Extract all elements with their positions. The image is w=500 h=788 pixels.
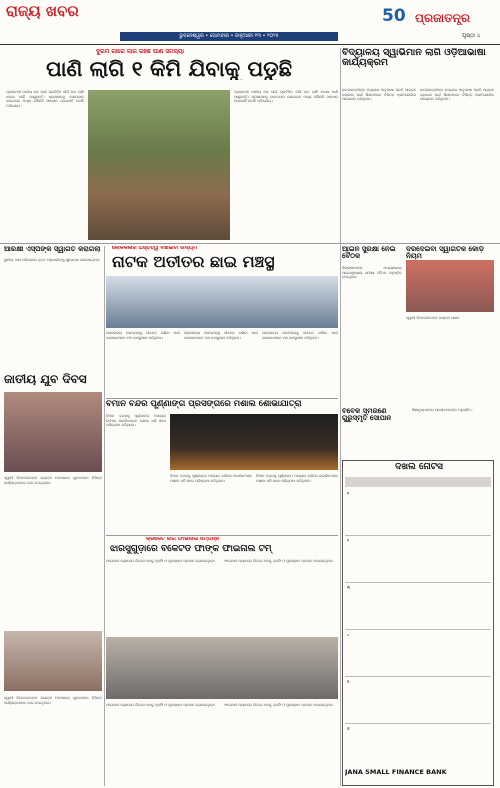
lead-body-col1: ଗ୍ରାମବାସୀ ପାନୀୟ ଜଳ ପାଇଁ ପ୍ରତିଦିନ ଦୀର୍ଘ ବାଟ ଚାଲି ଝରଣା ପାଣି ଆଣୁଛନ୍ତି। ପ୍ରଶାସନକୁ ବାରମ୍ବାର ଜଣାଇଲେ ମଧ୍ୟ କୌଣସି ସମାଧାନ ହୋଇନାହିଁ ବୋଲି ଅଭିଯୋଗ। (6, 90, 84, 108)
left-column (4, 246, 102, 786)
lead-kicker: ଦୁର୍ଗମ ଗାଁରେ ଲାଗି ରହିଛି ପାଣି ସମସ୍ୟା (96, 49, 185, 55)
sports-body-4: ଫାଇନାଲ ମ୍ୟାଚରେ ବିଜେତା ଦଳକୁ ଟ୍ରଫି ଓ ପୁରସ୍କାର ପ୍ରଦାନ କରାଯାଇଥିଲା। (224, 703, 334, 707)
dateline: ଭୁବନେଶ୍ୱର • ସୋମବାର • ଜାନୁଆରୀ ୧୩ • ୨୦୨୫ (179, 33, 279, 39)
center-rule (106, 535, 338, 536)
torch-body-2: ବିମାନ ବନ୍ଦରକୁ ପୂର୍ଣ୍ଣାଙ୍ଗ ମାନ୍ୟତା ଦାବିରେ ନାଗରିକମାନେ ମଶାଲ ଧରି ସହର ପରିକ୍ରମା କରିଥିଲେ। (170, 474, 252, 483)
col1-photo-1 (4, 392, 102, 472)
notice-title: ଦଖଲ ନୋଟିସ (395, 463, 443, 472)
right-top-body: ଛାତ୍ରଛାତ୍ରୀଙ୍କ ମଧ୍ୟରେ ମାତୃଭାଷା ପ୍ରତି ଆଗ୍ରହ ବଢ଼ାଇବା ପାଇଁ ଶିକ୍ଷକମାନେ ବିଭିନ୍ନ ପ୍ରତିଯୋଗିତା ଆୟୋଜନ କରିଥିଲେ। (342, 88, 416, 102)
sports-story (106, 537, 338, 786)
notice-row: ୨ (345, 536, 491, 583)
right-mid-photo (406, 260, 494, 312)
torch-body-1: ବିମାନ ବନ୍ଦରକୁ ପୂର୍ଣ୍ଣାଙ୍ଗ ମାନ୍ୟତା ଦାବିରେ ନାଗରିକମାନେ ମଶାଲ ଧରି ସହର ପରିକ୍ରମା କରିଥିଲେ। (106, 414, 166, 428)
right-top-body-2: ଛାତ୍ରଛାତ୍ରୀଙ୍କ ମଧ୍ୟରେ ମାତୃଭାଷା ପ୍ରତି ଆଗ୍ରହ ବଢ଼ାଇବା ପାଇଁ ଶିକ୍ଷକମାନେ ବିଭିନ୍ନ ପ୍ରତିଯୋଗିତା ଆୟୋଜନ କରିଥିଲେ। (420, 88, 494, 102)
sports-headline: ଝାରସୁଗୁଡ଼ାରେ ବିକେଟିଡ ଫାଙ୍କ ଫାଇନାଲ ଟିମ୍ (110, 545, 272, 554)
lead-headline: ପାଣି ଲାଗି ୧ କିମି ଯିବାକୁ ପଡୁଛି (46, 58, 293, 81)
right-top-story (342, 48, 494, 240)
right-mid-headline-3: ବିବେକ ସ୍ମରଣେ ଗୁରୁସ୍ମୃତି ସୋପାନ (342, 408, 392, 423)
page-number: ପୃଷ୍ଠା ୪ (462, 33, 481, 39)
masthead-rule (0, 44, 500, 45)
col1-photo-2 (4, 631, 102, 691)
right-top-headline: ବିଦ୍ୟାଳୟ ସ୍ୱାଭିମାନ ଲାଗି ଓଡ଼ିଆଭାଷା କାର୍ଯ୍ୟକ୍ରମ (342, 48, 486, 68)
col1-headline-2: ଜାତୀୟ ଯୁବ ଦିବସ (4, 373, 87, 386)
center-body-3: ଲୋକନାଟ୍ୟ ପରମ୍ପରାକୁ ଜୀବନ୍ତ ରଖିବା ପାଇଁ କଳାକାରମାନେ ମଞ୍ଚ ଉପସ୍ଥାପନା କରିଥିଲେ। (262, 331, 338, 340)
center-headline: ନାଟକ ଅତୀତର ଛାଇ ମଞ୍ଚସ୍ଥ (112, 254, 275, 271)
torch-story (106, 400, 338, 534)
center-body-2: ଲୋକନାଟ୍ୟ ପରମ୍ପରାକୁ ଜୀବନ୍ତ ରଖିବା ପାଇଁ କଳାକାରମାନେ ମଞ୍ଚ ଉପସ୍ଥାପନା କରିଥିଲେ। (184, 331, 258, 340)
notice-row: ୩ (345, 583, 491, 630)
right-middle (342, 246, 494, 458)
sports-body-3: ଫାଇନାଲ ମ୍ୟାଚରେ ବିଜେତା ଦଳକୁ ଟ୍ରଫି ଓ ପୁରସ୍କାର ପ୍ରଦାନ କରାଯାଇଥିଲା। (106, 703, 216, 707)
notice-table-header (345, 477, 491, 487)
sports-photo (106, 637, 338, 699)
sports-kicker: କ୍ରିକେଟ ଲିଗ ଫାଇନାଲ ସମ୍ପନ୍ନ (146, 537, 220, 542)
bank-name: JANA SMALL FINANCE BANK (345, 769, 447, 776)
torch-body-3: ବିମାନ ବନ୍ଦରକୁ ପୂର୍ଣ୍ଣାଙ୍ଗ ମାନ୍ୟତା ଦାବିରେ ନାଗରିକମାନେ ମଶାଲ ଧରି ସହର ପରିକ୍ରମା କରିଥିଲେ। (256, 474, 338, 483)
column-rule (340, 48, 341, 786)
torch-headline: ବିମାନ ବନ୍ଦର ପୂର୍ଣ୍ଣାଙ୍ଗ ପ୍ରସଙ୍ଗରେ ମଶାଲ ଶୋଭାଯାତ୍ରା (106, 400, 302, 409)
notice-row: ୫ (345, 677, 491, 724)
masthead (0, 0, 500, 46)
right-mid-headline-2: ଦରଦେଇବା ସ୍ୱାଗତିକ କୋଡ଼ି ନିୟମ (406, 246, 484, 261)
sports-body-1: ଫାଇନାଲ ମ୍ୟାଚରେ ବିଜେତା ଦଳକୁ ଟ୍ରଫି ଓ ପୁରସ୍କାର ପ୍ରଦାନ କରାଯାଇଥିଲା। (106, 559, 216, 563)
center-story (106, 246, 338, 398)
sports-body-2: ଫାଇନାଲ ମ୍ୟାଚରେ ବିଜେତା ଦଳକୁ ଟ୍ରଫି ଓ ପୁରସ୍କାର ପ୍ରଦାନ କରାଯାଇଥିଲା। (224, 559, 334, 563)
dateline-bar (120, 32, 338, 41)
brand-logo: ପ୍ରଜାତନ୍ତ୍ର (415, 12, 471, 25)
anniversary-logo: 50 (382, 8, 406, 26)
col1-headline-1: ଆରକ୍ଷୀ ଏସ୍ପିଙ୍କ ସ୍ୱାଗତ କରାଗଲା (4, 246, 101, 253)
center-photo (106, 276, 338, 328)
notice-table (345, 489, 491, 765)
right-mid-body-1: ଜିଲ୍ଲାପାଳଙ୍କ ଅଧ୍ୟକ୍ଷତାରେ ଆଇନଶୃଙ୍ଖଳା ସମୀକ୍ଷା ବୈଠକ ଅନୁଷ୍ଠିତ ହୋଇଥିଲା। (342, 266, 402, 280)
notice-row: ୪ (345, 630, 491, 677)
right-mid-body-2: ସ୍ୱାମୀ ବିବେକାନନ୍ଦଙ୍କ ଜୟନ୍ତୀ ପାଳନ (406, 316, 460, 320)
possession-notice (342, 460, 494, 786)
section-title: ରାଜ୍ୟ ଖବର (6, 4, 79, 20)
notice-row: ୧ (345, 489, 491, 536)
lead-story (6, 48, 338, 240)
column-rule (104, 246, 105, 786)
right-mid-body-3: ଶିକ୍ଷାନୁଷ୍ଠାନରେ ଆଲୋଚନାଚକ୍ର ଅନୁଷ୍ଠିତ। (412, 408, 473, 412)
lead-body-col2: ଗ୍ରାମବାସୀ ପାନୀୟ ଜଳ ପାଇଁ ପ୍ରତିଦିନ ଦୀର୍ଘ ବାଟ ଚାଲି ଝରଣା ପାଣି ଆଣୁଛନ୍ତି। ପ୍ରଶାସନକୁ ବାରମ୍ବାର ଜଣାଇଲେ ମଧ୍ୟ କୌଣସି ସମାଧାନ ହୋଇନାହିଁ ବୋଲି ଅଭିଯୋଗ। (234, 90, 338, 104)
col1-body-1: ସ୍ଥାନୀୟ ଥାନା ପରିସରରେ ନୂତନ ଅଧିକାରୀଙ୍କୁ ଶୁଭେଚ୍ଛା ଜଣାଯାଇଥିଲା। (4, 258, 101, 262)
torch-photo (170, 414, 338, 470)
col1-body-2: ସ୍ୱାମୀ ବିବେକାନନ୍ଦଙ୍କ ଜୟନ୍ତୀ ଅବସରରେ ଯୁବକମାନେ ବିଭିନ୍ନ କାର୍ଯ୍ୟକ୍ରମରେ ଭାଗ ନେଇଥିଲେ। (4, 476, 102, 485)
col1-body-3: ସ୍ୱାମୀ ବିବେକାନନ୍ଦଙ୍କ ଜୟନ୍ତୀ ଅବସରରେ ଯୁବକମାନେ ବିଭିନ୍ନ କାର୍ଯ୍ୟକ୍ରମରେ ଭାଗ ନେଇଥିଲେ। (4, 696, 102, 705)
center-rule (106, 398, 338, 399)
section-divider (0, 243, 500, 244)
notice-row: ୬ (347, 726, 350, 731)
center-body-1: ଲୋକନାଟ୍ୟ ପରମ୍ପରାକୁ ଜୀବନ୍ତ ରଖିବା ପାଇଁ କଳାକାରମାନେ ମଞ୍ଚ ଉପସ୍ଥାପନା କରିଥିଲେ। (106, 331, 180, 340)
lead-photo (88, 90, 230, 240)
center-kicker: ଲୋକକଳାର ଅସ୍ତିତ୍ୱ ବଞ୍ଚାଇବା ଉଦ୍ୟମ (112, 246, 198, 251)
right-mid-headline-1: ଆଇନ ସୁରକ୍ଷା ନେଇ ବୈଠକ (342, 246, 396, 261)
